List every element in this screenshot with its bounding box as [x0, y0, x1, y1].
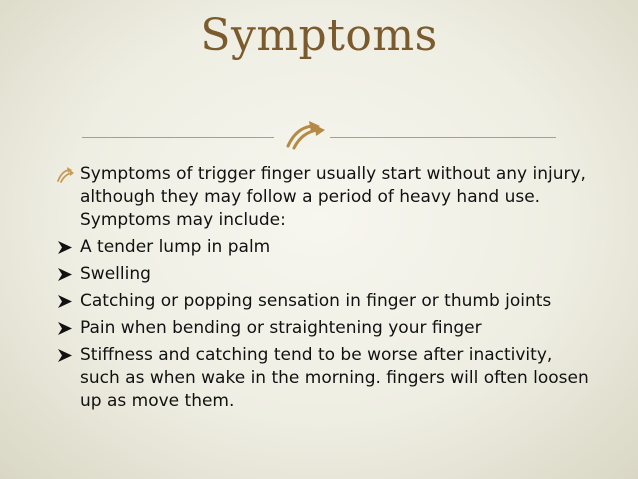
intro-item [56, 163, 596, 232]
list-item-text: Stiffness and catching tend to be worse after inactivity, such as when wake in the morning. fingers will often loosen up as move them. [80, 345, 589, 411]
right-arrowhead-bullet-icon [56, 293, 74, 310]
list-item [56, 263, 596, 286]
curved-arrows-ornament-icon [278, 118, 326, 154]
intro-text: Symptoms of trigger finger usually start without any injury, although they may follow a period of heavy hand use. Symptoms may include: [80, 164, 586, 230]
list-item-text: Pain when bending or straightening your finger [80, 318, 482, 338]
list-item-text: A tender lump in palm [80, 237, 271, 257]
list-item-text: Swelling [80, 264, 151, 284]
right-arrowhead-bullet-icon [56, 266, 74, 283]
right-arrowhead-bullet-icon [56, 347, 74, 364]
title-divider [82, 132, 556, 144]
list-item [56, 236, 596, 259]
right-arrowhead-bullet-icon [56, 320, 74, 337]
divider-line-right [330, 137, 556, 138]
list-item [56, 290, 596, 313]
slide-title: Symptoms [200, 10, 438, 61]
divider-line-left [82, 137, 274, 138]
list-item [56, 344, 596, 413]
list-item [56, 317, 596, 340]
right-arrowhead-bullet-icon [56, 239, 74, 256]
curved-arrows-bullet-icon [56, 166, 74, 183]
bullet-list [56, 163, 596, 417]
list-item-text: Catching or popping sensation in finger or thumb joints [80, 291, 552, 311]
